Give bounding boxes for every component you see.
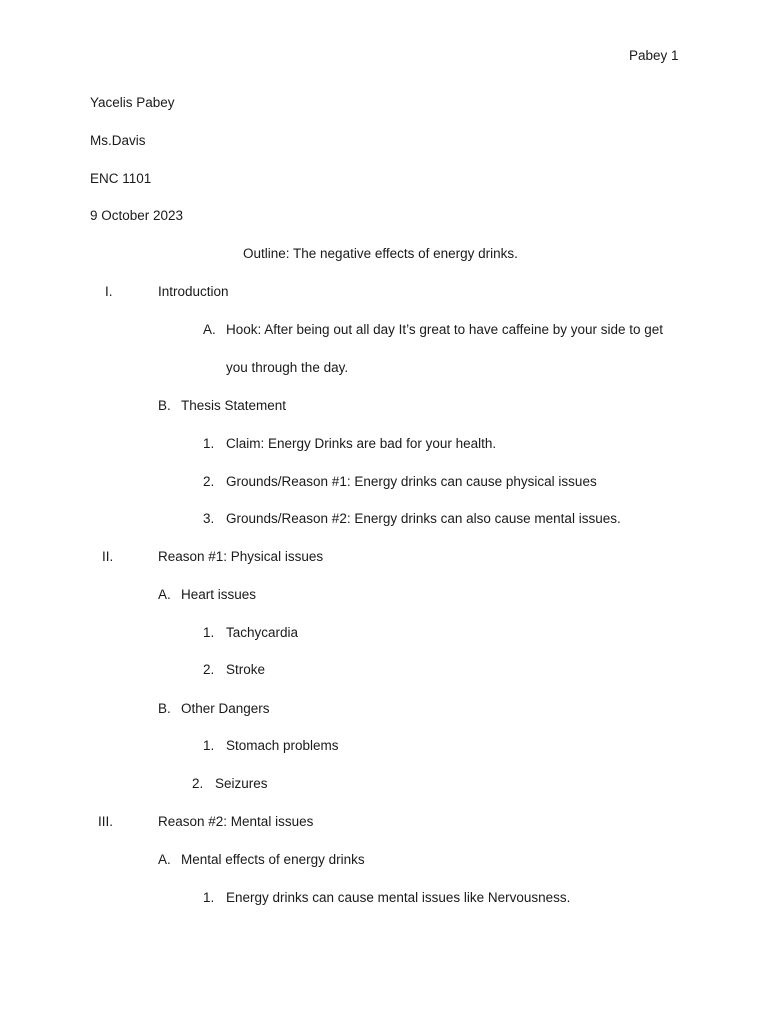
section-marker: I. — [105, 284, 113, 299]
list-item: Stroke — [226, 662, 266, 677]
subsection-marker: A. — [158, 587, 171, 602]
outline-item: Mental effects of energy drinks — [181, 852, 365, 867]
subsection-marker: B. — [158, 398, 171, 413]
list-marker: 2. — [203, 474, 215, 489]
list-marker: 1. — [203, 890, 215, 905]
list-item: Energy drinks can cause mental issues like Nervousness. — [226, 890, 571, 905]
course-name: ENC 1101 — [90, 171, 152, 186]
list-item: Stomach problems — [226, 738, 339, 753]
list-marker: 2. — [192, 776, 204, 791]
running-head: Pabey 1 — [629, 48, 679, 63]
list-marker: 1. — [203, 436, 215, 451]
subsection-marker: A. — [203, 322, 216, 337]
author-name: Yacelis Pabey — [90, 95, 175, 110]
instructor-name: Ms.Davis — [90, 133, 146, 148]
list-item: Grounds/Reason #1: Energy drinks can cause physical issues — [226, 474, 597, 489]
outline-item: Thesis Statement — [181, 398, 287, 413]
document-title: Outline: The negative effects of energy drinks. — [243, 246, 518, 261]
list-marker: 3. — [203, 511, 215, 526]
list-marker: 1. — [203, 625, 215, 640]
outline-item-continuation: you through the day. — [226, 360, 349, 375]
section-marker: II. — [102, 549, 114, 564]
list-marker: 1. — [203, 738, 215, 753]
subsection-marker: B. — [158, 701, 171, 716]
section-marker: III. — [98, 814, 114, 829]
list-item: Tachycardia — [226, 625, 299, 640]
list-item: Grounds/Reason #2: Energy drinks can also cause mental issues. — [226, 511, 621, 526]
outline-item: Other Dangers — [181, 701, 270, 716]
section-heading: Reason #2: Mental issues — [158, 814, 314, 829]
list-marker: 2. — [203, 662, 215, 677]
list-item: Claim: Energy Drinks are bad for your health. — [226, 436, 497, 451]
outline-item: Heart issues — [181, 587, 257, 602]
section-heading: Introduction — [158, 284, 229, 299]
outline-item: Hook: After being out all day It’s great to have caffeine by your side to get — [226, 322, 664, 337]
date: 9 October 2023 — [90, 208, 184, 223]
section-heading: Reason #1: Physical issues — [158, 549, 324, 564]
list-item: Seizures — [215, 776, 268, 791]
subsection-marker: A. — [158, 852, 171, 867]
